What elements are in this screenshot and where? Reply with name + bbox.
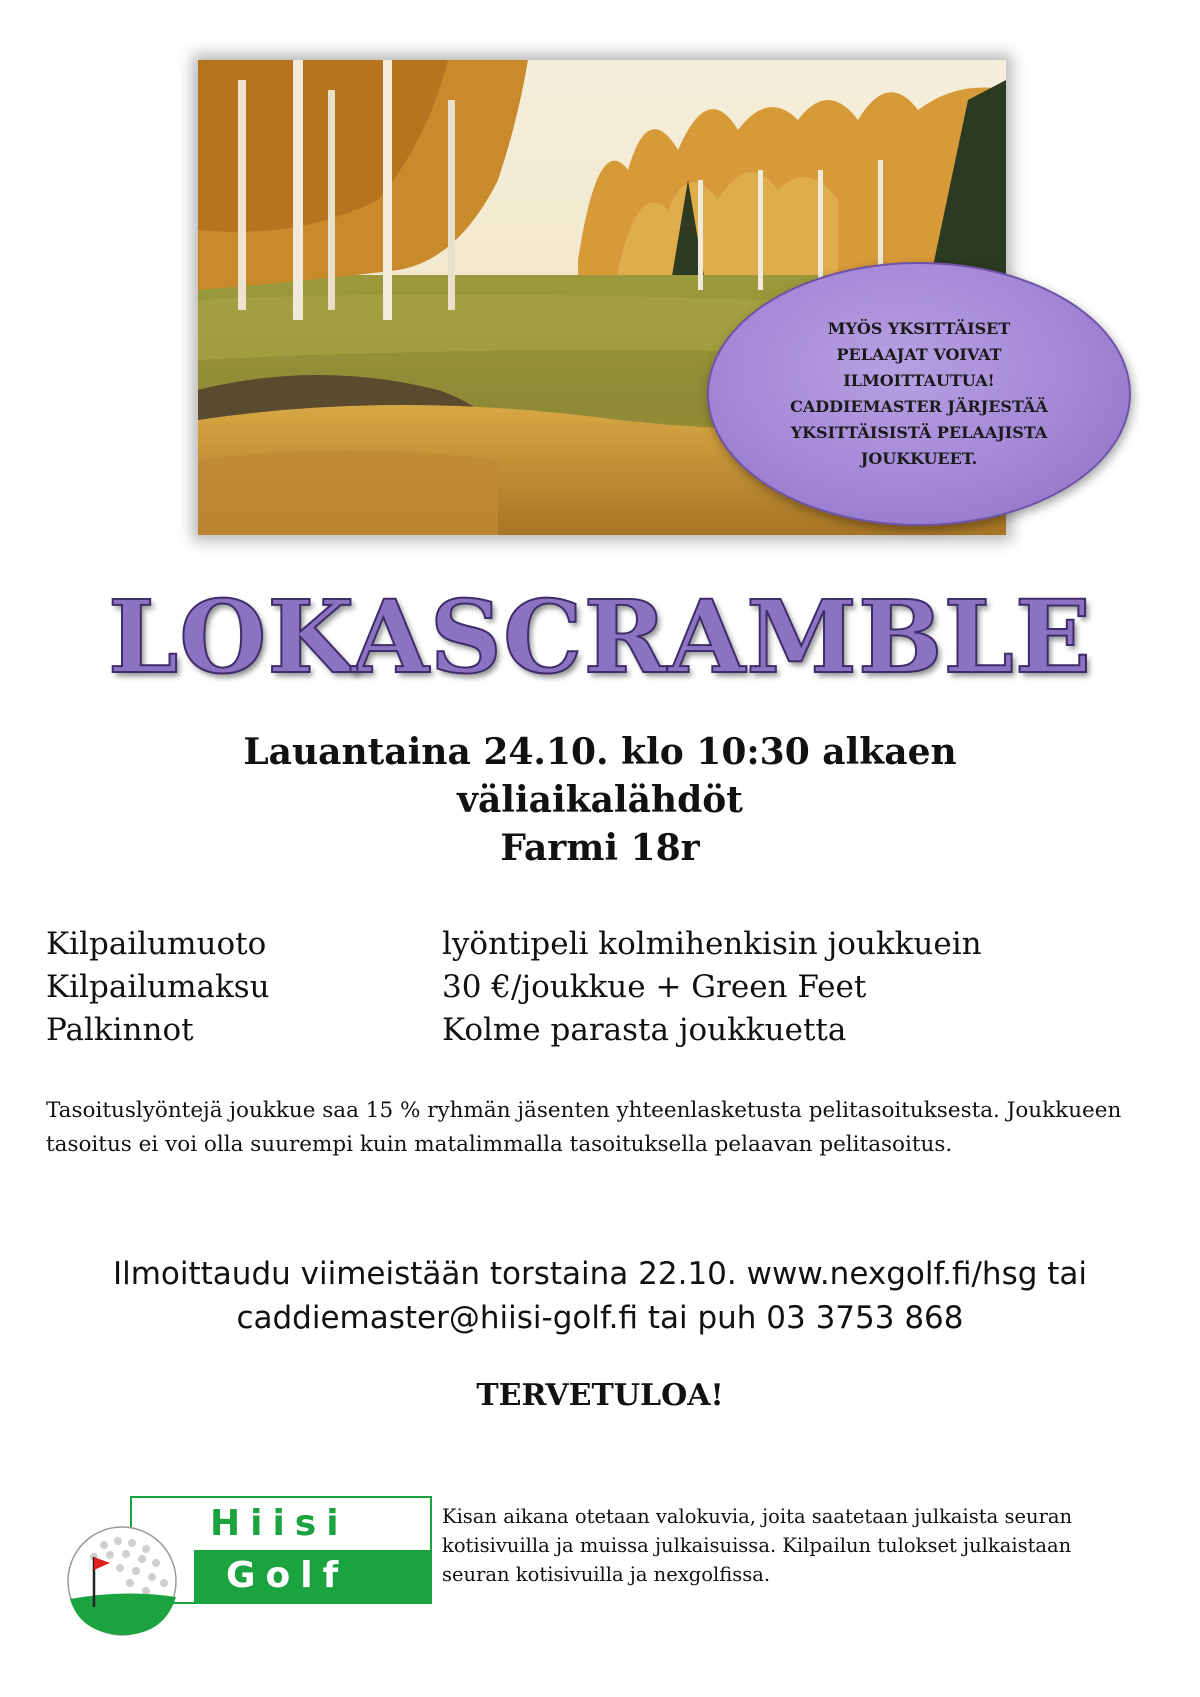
detail-value: Kolme parasta joukkuetta <box>442 1012 847 1048</box>
competition-details <box>46 923 1146 1052</box>
photo-disclaimer <box>442 1502 1162 1589</box>
callout-line: JOUKKUEET. <box>860 449 978 468</box>
callout-text <box>769 316 1069 472</box>
detail-label: Kilpailumuoto <box>46 926 267 962</box>
event-course: Farmi 18r <box>500 827 700 869</box>
detail-row <box>46 923 1146 966</box>
golf-ball-flag-icon <box>64 1523 184 1647</box>
detail-label: Palkinnot <box>46 1012 194 1048</box>
detail-value: 30 €/joukkue + Green Feet <box>442 969 867 1005</box>
handicap-rule: Tasoituslyöntejä joukkue saa 15 % ryhmän jäsenten yhteenlasketusta pelitasoituksesta. Joukkueen tasoitus ei voi olla suurempi kuin matalimmalla tasoituksella pelaavan pelitasoitus. <box>46 1098 1122 1157</box>
individual-players-callout <box>707 262 1131 526</box>
callout-line: MYÖS YKSITTÄISET <box>827 319 1011 338</box>
callout-line: YKSITTÄISISTÄ PELAAJISTA <box>790 423 1048 442</box>
registration-info <box>0 1252 1200 1340</box>
disclaimer-line: seuran kotisivuilla ja nexgolfissa. <box>442 1563 771 1586</box>
detail-row <box>46 1009 1146 1052</box>
logo-word-golf: Golf <box>226 1555 349 1596</box>
callout-line: ILMOITTAUTUA! <box>843 371 995 390</box>
callout-line: PELAAJAT VOIVAT <box>836 345 1002 364</box>
event-title: LOKASCRAMBLE <box>107 578 1093 696</box>
disclaimer-line: Kisan aikana otetaan valokuvia, joita saatetaan julkaista seuran <box>442 1505 1073 1528</box>
detail-label: Kilpailumaksu <box>46 969 270 1005</box>
detail-row <box>46 966 1146 1009</box>
registration-contact: caddiemaster@hiisi-golf.fi tai puh 03 3753 868 <box>236 1300 964 1336</box>
disclaimer-line: kotisivuilla ja muissa julkaisuissa. Kilpailun tulokset julkaistaan <box>442 1534 1072 1557</box>
welcome-text: TERVETULOA! <box>476 1378 724 1413</box>
detail-value: lyöntipeli kolmihenkisin joukkuein <box>442 926 982 962</box>
logo-word-hiisi: Hiisi <box>210 1503 349 1544</box>
callout-line: CADDIEMASTER JÄRJESTÄÄ <box>790 397 1048 416</box>
event-schedule <box>0 728 1200 872</box>
event-start-type: väliaikalähdöt <box>457 779 743 821</box>
event-date: Lauantaina 24.10. klo 10:30 alkaen <box>243 731 957 773</box>
registration-line: Ilmoittaudu viimeistään torstaina 22.10. www.nexgolf.fi/hsg tai <box>112 1256 1088 1292</box>
